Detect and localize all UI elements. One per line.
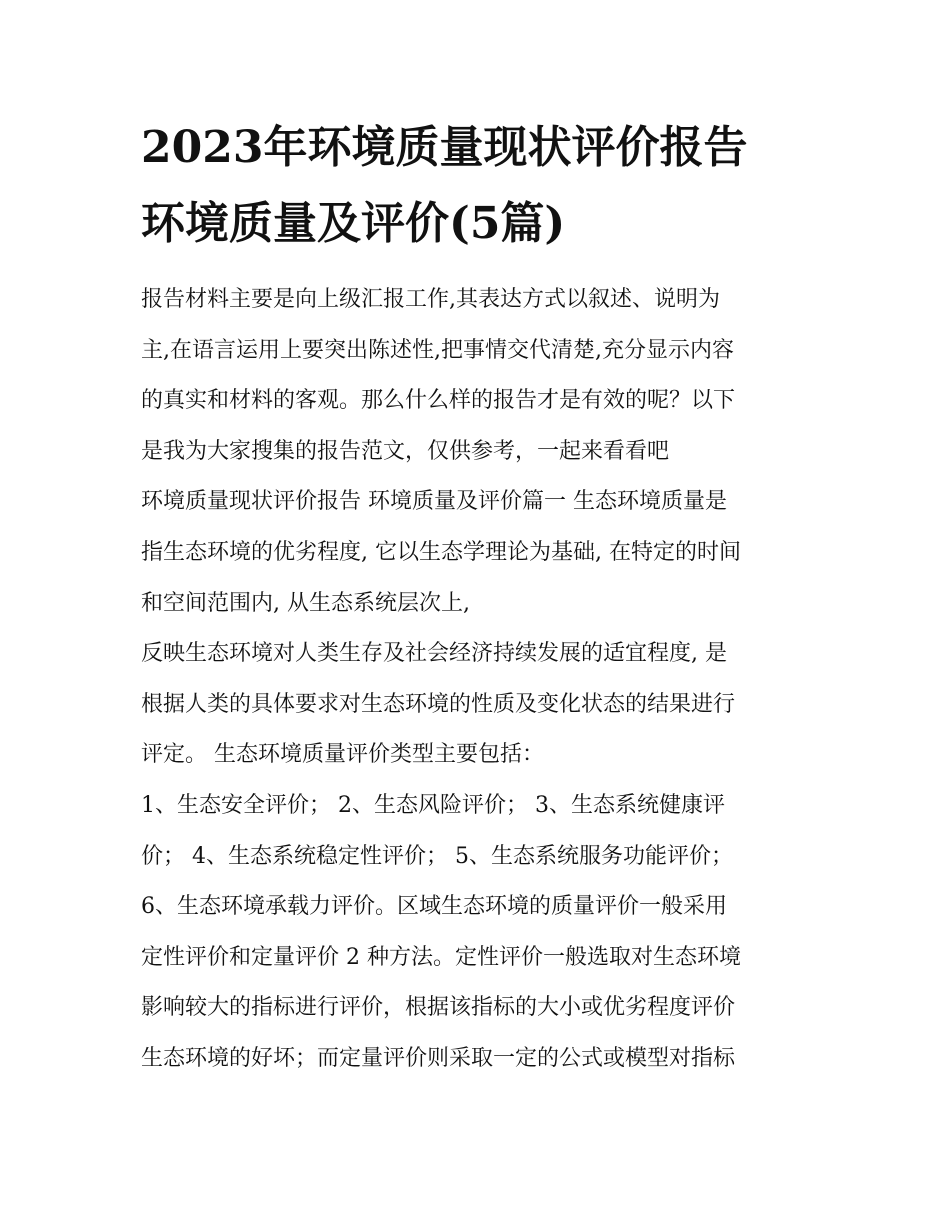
body-line: 1、生态安全评价； 2、生态风险评价； 3、生态系统健康评 — [141, 792, 725, 818]
document-body — [141, 275, 821, 1085]
body-line: 的真实和材料的客观。那么什么样的报告才是有效的呢？以下 — [141, 388, 736, 414]
body-line: 根据人类的具体要求对生态环境的性质及变化状态的结果进行 — [141, 691, 736, 717]
body-line: 影响较大的指标进行评价，根据该指标的大小或优劣程度评价 — [141, 995, 736, 1021]
document-title — [141, 110, 831, 262]
body-line: 6、生态环境承载力评价。区域生态环境的质量评价一般采用 — [141, 894, 727, 920]
body-line: 定性评价和定量评价 2 种方法。定性评价一般选取对生态环境 — [141, 944, 741, 970]
title-line-2: 环境质量及评价(5篇) — [141, 198, 566, 249]
body-line: 生态环境的好坏；而定量评价则采取一定的公式或模型对指标 — [141, 1045, 736, 1071]
body-line: 环境质量现状评价报告 环境质量及评价篇一 生态环境质量是 — [141, 489, 727, 515]
body-line: 是我为大家搜集的报告范文，仅供参考，一起来看看吧 — [141, 438, 670, 464]
body-line: 和空间范围内, 从生态系统层次上, — [141, 590, 470, 616]
body-line: 评定。 生态环境质量评价类型主要包括： — [141, 742, 544, 768]
body-line: 主,在语言运用上要突出陈述性,把事情交代清楚,充分显示内容 — [141, 337, 734, 363]
body-line: 指生态环境的优劣程度, 它以生态学理论为基础, 在特定的时间 — [141, 539, 741, 565]
body-line: 反映生态环境对人类生存及社会经济持续发展的适宜程度, 是 — [141, 641, 727, 667]
body-line: 价； 4、生态系统稳定性评价； 5、生态系统服务功能评价； — [141, 843, 733, 869]
title-line-1: 2023年环境质量现状评价报告 — [141, 122, 748, 173]
body-line: 报告材料主要是向上级汇报工作,其表达方式以叙述、说明为 — [141, 287, 720, 312]
